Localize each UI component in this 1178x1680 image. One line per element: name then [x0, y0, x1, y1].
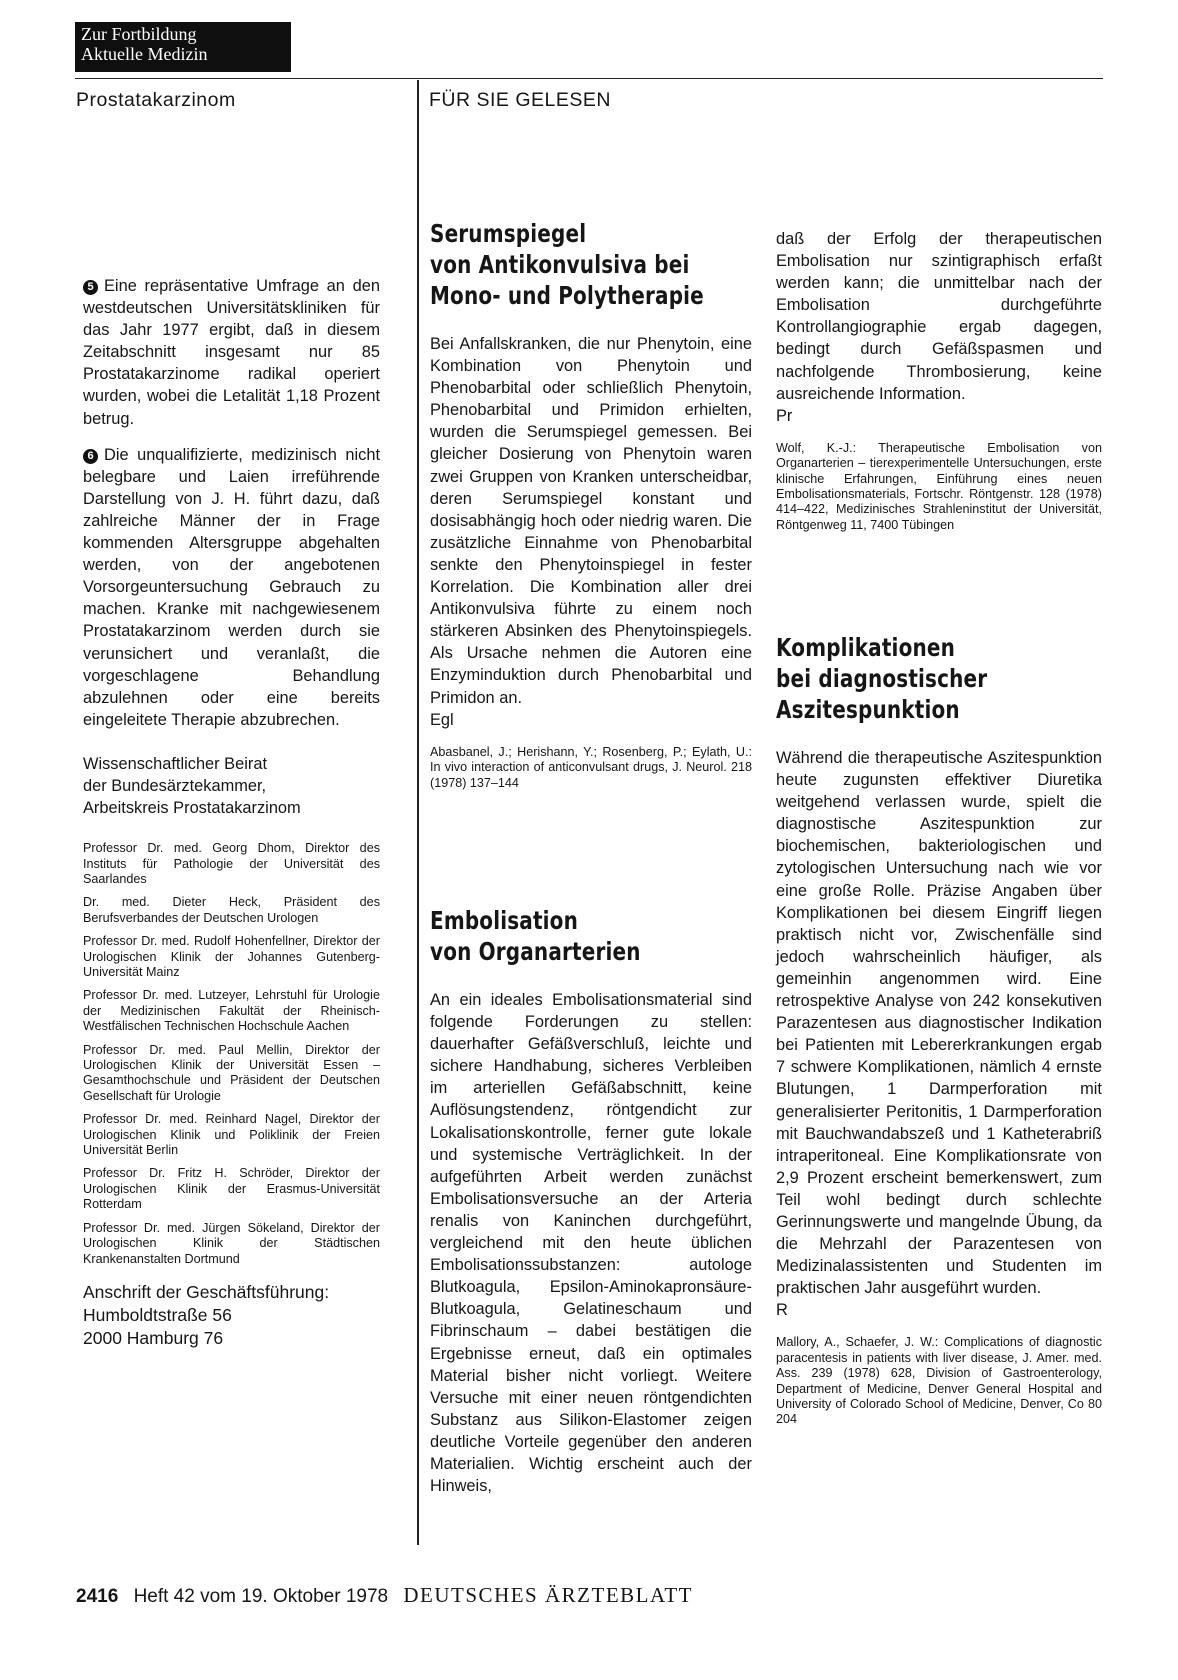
member-entry: Professor Dr. med. Lutzeyer, Lehrstuhl für Urologie der Medizinischen Fakultät der Rheinisch-Westfälischen Technischen Hochschule Aachen	[83, 988, 380, 1034]
member-entry: Professor Dr. Fritz H. Schröder, Direktor der Urologischen Klinik der Erasmus-Universität Rotterdam	[83, 1166, 380, 1212]
page-footer	[76, 1583, 693, 1608]
address-line: Anschrift der Geschäftsführung:	[83, 1281, 330, 1302]
reference-text: Abasbanel, J.; Herishann, Y.; Rosenberg, P.; Eylath, U.: In vivo interaction of anticonvulsant drugs, J. Neurol. 218 (1978) 137–144	[430, 744, 752, 790]
number-bullet: 6	[83, 449, 98, 464]
numbered-paragraph	[83, 275, 380, 430]
author-initials: Pr	[776, 406, 793, 425]
article-title-line: Aszitespunktion	[776, 695, 960, 724]
reference-text: Wolf, K.-J.: Therapeutische Embolisation von Organarterien – tierexperimentelle Untersuchungen, erste klinische Erfahrungen, Einführung eines neuen Embolisationsmaterials, Fortschr. Röntgenstr. 128 (1978) 414–422, Medizinisches Strahleninstitut der Universität, Röntgenweg 11, 7400 Tübingen	[776, 440, 1102, 532]
article-title-line: Komplikationen	[776, 633, 955, 662]
reference-text: Mallory, A., Schaefer, J. W.: Complications of diagnostic paracentesis in patients with liver disease, J. Amer. med. Ass. 239 (1978) 628, Division of Gastroenterology, Department of Medicine, Denver General Hospital and University of Colorado School of Medicine, Denver, Co 80 204	[776, 1335, 1102, 1427]
article-reference	[430, 745, 752, 791]
article-body: Bei Anfallskranken, die nur Phenytoin, eine Kombination von Phenytoin und Phenobarbital oder schließlich Phenytoin, Phenobarbital und Primidon erhielten, wurden die Serumspiegel gemessen. Bei gleicher Dosierung von Phenytoin waren zwei Gruppen von Kranken unterscheidbar, deren Serumspiegel konstant und dosisabhängig hoch oder niedrig waren. Die zusätzliche Einnahme von Phenobarbital senkte den Phenytoinspiegel in fester Korrelation. Die Kombination aller drei Antikonvulsiva führte zu einem noch stärkeren Absinken des Phenytoinspiegels. Als Ursache nehmen die Autoren eine Enzyminduktion durch Phenobarbital und Primidon an.	[430, 335, 752, 707]
article-reference	[776, 1335, 1102, 1427]
journal-name: DEUTSCHES ÄRZTEBLATT	[403, 1583, 693, 1607]
section-title-right: FÜR SIE GELESEN	[429, 89, 611, 111]
article-body: Während die therapeutische Aszitespunktion heute zugunsten effektiver Diuretika weitgehend verlassen wurde, spielt die diagnostische Aszitespunktion zur biochemischen, bakteriologischen und zytologischen Untersuchung nach wie vor eine große Rolle. Präzise Angaben über Komplikationen bei diesem Eingriff liegen praktisch nicht vor, Zwischenfälle sind jedoch wahrscheinlich häufiger, als gemeinhin angenommen wird. Eine retrospektive Analyse von 242 konsekutiven Parazentesen aus diagnostischer Indikation bei Patienten mit Lebererkrankungen ergab 7 schwere Komplikationen, nämlich 4 ernste Blutungen, 1 Darmperforation mit generalisierter Peritonitis, 1 Darmperforation mit Bauchwandabszeß und 1 Katheterabriß intraperitoneal. Eine Komplikationsrate von 2,9 Prozent erscheint bemerkenswert, zum Teil wohl bedingt durch schlechte Gerinnungswerte und mangelnde Übung, da die Mehrzahl der Parazentesen von Medizinalassistenten und Studenten im praktischen Jahr ausgeführt wurden.	[776, 749, 1102, 1298]
section-title-left: Prostatakarzinom	[76, 89, 236, 111]
signature-block	[83, 753, 380, 819]
left-column	[83, 275, 380, 1350]
page-number: 2416	[76, 1586, 119, 1607]
department-label	[75, 22, 291, 72]
article-title	[430, 905, 688, 967]
address-line: Humboldtstraße 56	[83, 1304, 232, 1325]
signature-line: der Bundesärztekammer,	[83, 776, 267, 795]
issue-info: Heft 42 vom 19. Oktober 1978	[133, 1586, 389, 1607]
article-title-line: von Organarterien	[430, 937, 641, 966]
signature-line: Wissenschaftlicher Beirat	[83, 754, 268, 773]
article-embolisation	[430, 905, 752, 1497]
signature-line: Arbeitskreis Prostatakarzinom	[83, 799, 301, 818]
member-entry: Dr. med. Dieter Heck, Präsident des Berufsverbandes der Deutschen Urologen	[83, 895, 380, 925]
article-title-line: von Antikonvulsiva bei	[430, 250, 690, 279]
article-title-line: Mono- und Polytherapie	[430, 281, 704, 310]
header-rule	[75, 78, 1103, 79]
member-entry: Professor Dr. med. Rudolf Hohenfellner, Direktor der Urologischen Klinik der Johannes Gutenberg-Universität Mainz	[83, 934, 380, 979]
article-title	[776, 632, 1037, 725]
right-column	[776, 228, 1102, 541]
number-bullet: 5	[83, 280, 98, 295]
article-title	[430, 218, 704, 311]
article-body-continued: daß der Erfolg der therapeutischen Embolisation nur szintigraphisch erfaßt werden kann; die unmittelbar nach der Embolisation durchgeführte Kontrollangiographie ergab dagegen, bedingt durch Gefäßspasmen und nachfolgende Thrombosierung, keine ausreichende Information.	[776, 230, 1102, 403]
author-initials: R	[776, 1301, 788, 1320]
member-entry: Professor Dr. med. Reinhard Nagel, Direktor der Urologischen Klinik und Poliklinik der Freien Universität Berlin	[83, 1112, 380, 1158]
member-entry: Professor Dr. med. Georg Dhom, Direktor des Instituts für Pathologie der Universität des Saarlandes	[83, 841, 380, 886]
paragraph-text: Die unqualifizierte, medizinisch nicht belegbare und Laien irreführende Darstellung von J. H. führt dazu, daß zahlreiche Männer der in Frage kommenden Altersgruppe abgehalten werden, von der angebotenen Vorsorgeuntersuchung Gebrauch zu machen. Kranke mit nachgewiesenem Prostatakarzinom werden durch sie verunsichert und veranlaßt, die vorgeschlagene Behandlung abzulehnen oder eine bereits eingeleitete Therapie abzubrechen.	[83, 445, 380, 729]
author-initials: Egl	[430, 710, 454, 729]
column-divider	[417, 80, 419, 1545]
member-entry: Professor Dr. med. Paul Mellin, Direktor der Urologischen Klinik der Universität Essen – Gesamthochschule und Präsident der Deutschen Gesellschaft für Urologie	[83, 1042, 380, 1103]
paragraph-text: Eine repräsentative Umfrage an den westdeutschen Universitätskliniken für das Jahr 1977 ergibt, daß in diesem Zeitabschnitt insgesamt nur 85 Prostatakarzinome radikal operiert wurden, wobei die Letalität 1,18 Prozent betrug.	[83, 277, 380, 428]
article-title-line: Serumspiegel	[430, 219, 587, 248]
department-label-line1: Zur Fortbildung	[81, 24, 197, 44]
article-reference	[776, 441, 1102, 533]
article-title-line: Embolisation	[430, 906, 578, 935]
address-line: 2000 Hamburg 76	[83, 1327, 224, 1348]
article-aszitespunktion	[776, 632, 1102, 1436]
article-title-line: bei diagnostischer	[776, 664, 988, 693]
article-body: An ein ideales Embolisationsmaterial sind folgende Forderungen zu stellen: dauerhafter Gefäßverschluß, leichte und sichere Handhabung, sicheres Verbleiben im arteriellen Gefäßabschnitt, keine Auflösungstendenz, röntgendicht zur Lokalisationskontrolle, ferner gute lokale und systemische Verträglichkeit. In der aufgeführten Arbeit werden zunächst Embolisationsversuche an der Arteria renalis von Kaninchen durchgeführt, vergleichend mit den heute üblichen Embolisationssubstanzen: autologe Blutkoagula, Epsilon-Aminokapronsäure-Blutkoagula, Gelatineschaum und Fibrinschaum – dabei bestätigen die Ergebnisse erneut, daß ein optimales Material bisher nicht vorliegt. Weitere Versuche mit einer neuen röntgendichten Substanz aus Silikon-Elastomer zeigen deutliche Vorteile gegenüber den anderen Materialien. Wichtig erscheint auch der Hinweis,	[430, 991, 752, 1496]
department-label-line2: Aktuelle Medizin	[81, 44, 208, 64]
address-block	[83, 1281, 380, 1350]
member-entry: Professor Dr. med. Jürgen Sökeland, Direktor der Urologischen Klinik der Städtischen Krankenanstalten Dortmund	[83, 1220, 380, 1266]
numbered-paragraph	[83, 444, 380, 731]
member-list	[83, 841, 380, 1267]
article-antikonvulsiva	[430, 218, 752, 799]
